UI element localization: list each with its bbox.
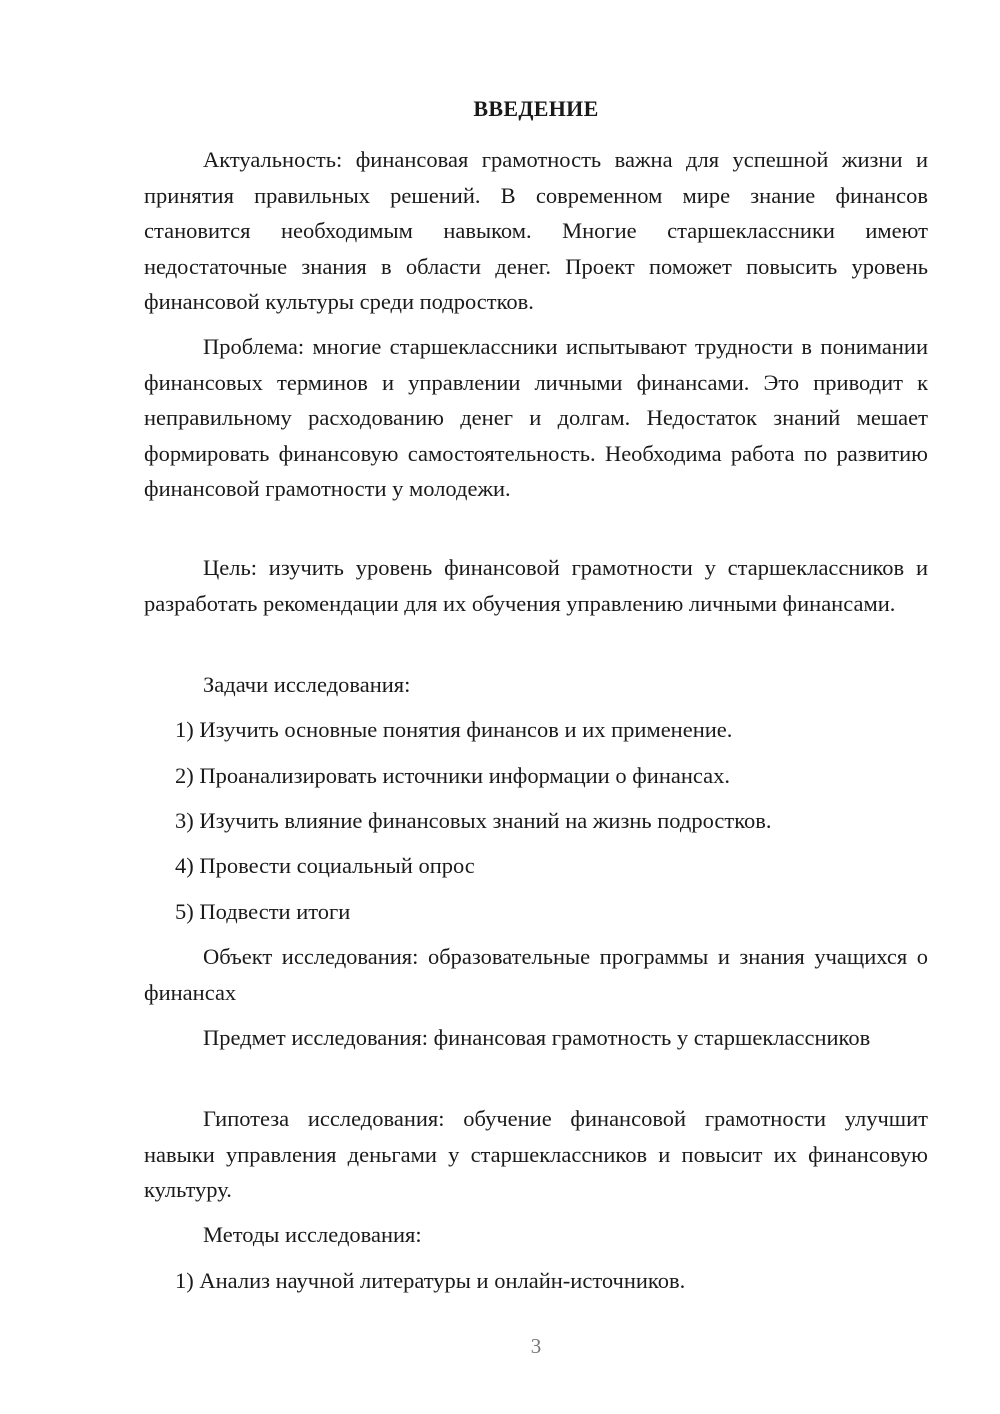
tasks-heading: Задачи исследования: [203,672,411,697]
hypothesis-paragraph: Гипотеза исследования: обучение финансовой грамотности улучшит навыки управления деньгами у старшеклассников и повысит их финансовую культуру. [144,1106,928,1202]
relevance-paragraph: Актуальность: финансовая грамотность важна для успешной жизни и принятия правильных решений. В современном мире знание финансов становится необходимым навыком. Многие старшеклассники имеют недостаточные знания в области денег. Проект поможет повысить уровень финансовой культуры среди подростков. [144,147,928,314]
task-item: 1) Изучить основные понятия финансов и их применение. [175,717,733,742]
task-item: 3) Изучить влияние финансовых знаний на жизнь подростков. [175,808,772,833]
task-item: 5) Подвести итоги [175,899,351,924]
subject-paragraph: Предмет исследования: финансовая грамотность у старшеклассников [203,1025,871,1050]
method-item: 1) Анализ научной литературы и онлайн-источников. [175,1268,686,1293]
page-number: 3 [530,1334,542,1358]
task-item: 2) Проанализировать источники информации о финансах. [175,763,731,788]
methods-heading: Методы исследования: [203,1222,422,1247]
page-title: ВВЕДЕНИЕ [473,96,599,121]
goal-paragraph: Цель: изучить уровень финансовой грамотности у старшеклассников и разработать рекомендации для их обучения управлению личными финансами. [144,555,928,616]
task-item: 4) Провести социальный опрос [175,853,475,878]
object-paragraph: Объект исследования: образовательные программы и знания учащихся о финансах [144,944,928,1005]
problem-paragraph: Проблема: многие старшеклассники испытывают трудности в понимании финансовых терминов и управлении личными финансами. Это приводит к неправильному расходованию денег и долгам. Недостаток знаний мешает формировать финансовую самостоятельность. Необходима работа по развитию финансовой грамотности у молодежи. [144,334,928,501]
